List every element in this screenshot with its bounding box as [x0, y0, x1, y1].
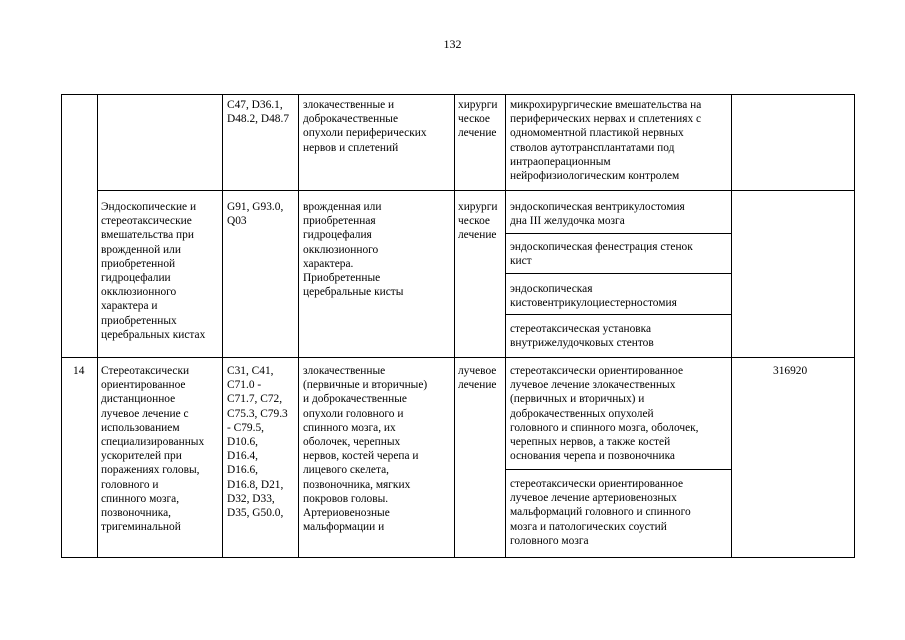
table-rule [97, 190, 855, 191]
table-rule [731, 94, 732, 558]
table-rule [506, 273, 731, 274]
row1-method-1: микрохирургические вмешательства на периферических нервах и сплетениях с одномоментной пластикой нервных стволов аутотрансплантатами под интраоперационным нейрофизиологическим контролем [510, 99, 702, 183]
row2-method-4: стереотаксическая установка внутрижелудочковых стентов [510, 323, 654, 350]
row3-number: 14 [73, 365, 85, 377]
row1-codes: C47, D36.1, D48.2, D48.7 [227, 99, 290, 126]
page-number: 132 [443, 37, 462, 51]
row3-method-2: стереотаксически ориентированное лучевое лечение артериовенозных мальформаций головного и спинного мозга и патологических соустий головного мозга [510, 478, 691, 547]
table-rule [506, 469, 731, 470]
row3-cost: 316920 [773, 365, 808, 377]
row2-method-1: эндоскопическая вентрикулостомия дна III желудочка мозга [510, 201, 685, 228]
row3-model: злокачественные (первичные и вторичные) и доброкачественные опухоли головного и спинного мозга, их оболочек, черепных нервов, костей черепа и лицевого скелета, позвоночника, мягких покровов головы. Артериовенозные мальформации и [303, 365, 428, 534]
row3-method-1: стереотаксически ориентированное лучевое лечение злокачественных (первичных и вторичных) и доброкачественных опухолей головного и спинного мозга, оболочек, черепных нервов, а также костей основания черепа и позвоночника [510, 365, 699, 463]
table-rule [61, 94, 855, 95]
table-rule [61, 357, 855, 358]
table-rule [97, 94, 98, 558]
row2-method-2: эндоскопическая фенестрация стенок кист [510, 241, 693, 268]
table-rule [61, 94, 62, 558]
row2-model: врожденная или приобретенная гидроцефалия окклюзионного характера. Приобретенные церебральные кисты [303, 201, 404, 299]
row2-treatment: хирурги ческое лечение [458, 201, 498, 242]
table-rule [854, 94, 855, 558]
row3-name: Стереотаксически ориентированное дистанционное лучевое лечение с использованием специализированных ускорителей при поражениях головы, головного и спинного мозга, позвоночника, тригеминальной [101, 365, 205, 534]
row2-method-3: эндоскопическая кистовентрикулоциестерностомия [510, 283, 677, 310]
row1-treatment: хирурги ческое лечение [458, 99, 498, 140]
row3-treatment: лучевое лечение [458, 365, 497, 392]
row2-name: Эндоскопические и стереотаксические вмешательства при врожденной или приобретенной гидроцефалии окклюзионного характера и приобретенных церебральных кистах [101, 201, 206, 341]
table-rule [505, 94, 506, 558]
table-rule [222, 94, 223, 558]
table-rule [454, 94, 455, 558]
table-rule [61, 557, 855, 558]
table-rule [506, 314, 731, 315]
row3-codes: C31, C41, C71.0 - C71.7, C72, C75.3, C79.3 - C79.5, D10.6, D16.4, D16.6, D16.8, D21, D32, D33, D35, G50.0, [227, 365, 288, 520]
table-rule [506, 233, 731, 234]
row1-model: злокачественные и доброкачественные опухоли периферических нервов и сплетений [303, 99, 427, 154]
table-rule [298, 94, 299, 558]
row2-codes: G91, G93.0, Q03 [227, 201, 284, 228]
